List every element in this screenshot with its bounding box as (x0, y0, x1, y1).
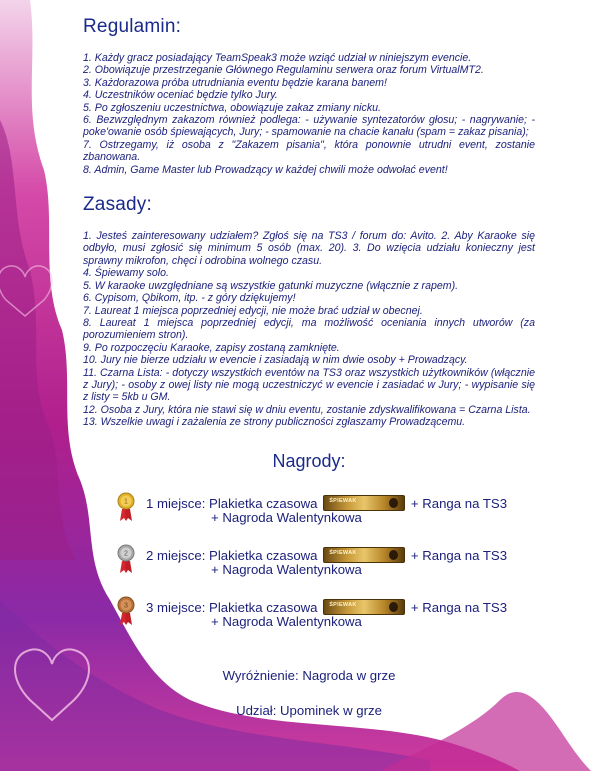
udzial-text: Udział: Upominek w grze (236, 702, 382, 718)
prize-line (146, 547, 507, 563)
time-badge-image (323, 547, 405, 563)
microphone-icon (389, 602, 398, 612)
medal-number: 3 (124, 602, 128, 610)
zasady-item: 11. Czarna Lista: - dotyczy wszystkich eventów na TS3 oraz wszystkich użytkowników (włącznie z Jury); - osoby z owej listy nie mogą uczestniczyć w evencie i zasiadać w Jury; - wypisanie się z listy = 5kb u GM. (83, 366, 535, 404)
prize-line (146, 495, 507, 511)
regulamin-item: 4. Uczestników oceniać będzie tylko Jury. (83, 89, 278, 102)
prize-rank: + Ranga na TS3 (410, 599, 508, 615)
zasady-list (83, 230, 535, 429)
regulamin-item: 1. Każdy gracz posiadający TeamSpeak3 może wziąć udział w niniejszym evencie. (83, 52, 472, 64)
regulamin-item: 8. Admin, Game Master lub Prowadzący w każdej chwili może odwołać event! (83, 163, 448, 176)
zasady-item: 6. Cypisom, Qbikom, itp. - z góry dziękujemy! (83, 292, 296, 305)
time-badge-image (323, 599, 405, 615)
nagrody-title: Nagrody: (272, 450, 346, 471)
prize-rank: + Ranga na TS3 (410, 495, 508, 511)
prize-extra: + Nagroda Walentynkowa (211, 509, 362, 525)
time-badge-image (323, 495, 405, 511)
gold-medal-icon (117, 492, 135, 522)
regulamin-item: 3. Każdorazowa próba utrudniania eventu będzie karana banem! (83, 76, 387, 89)
regulamin-item: 5. Po zgłoszeniu uczestnictwa, obowiązuje zakaz zmiany nicku. (83, 101, 381, 114)
medal-number: 1 (124, 498, 128, 506)
prize-extra: + Nagroda Walentynkowa (211, 613, 362, 629)
regulamin-item: 7. Ostrzegamy, iż osoba z "Zakazem pisania", która ponownie utrudni event, zostanie zbanowana. (83, 138, 535, 164)
zasady-item: 4. Śpiewamy solo. (83, 267, 169, 280)
prize-line (146, 599, 507, 615)
microphone-icon (389, 550, 398, 560)
badge-label: ŚPIEWAK (329, 601, 357, 608)
zasady-item: 7. Laureat 1 miejsca poprzedniej edycji, nie może brać udział w obecnej. (83, 304, 423, 317)
prize-label: 3 miejsce: Plakietka czasowa (146, 599, 318, 615)
prize-row-3 (83, 596, 535, 648)
wyroznienie-text: Wyróżnienie: Nagroda w grze (222, 667, 396, 683)
zasady-item: 9. Po rozpoczęciu Karaoke, zapisy zostaną zamknięte. (83, 341, 340, 354)
regulamin-item: 2. Obowiązuje przestrzeganie Głównego Regulaminu serwera oraz forum VirtualMT2. (83, 64, 484, 77)
prize-row-1 (83, 492, 535, 544)
prize-label: 2 miejsce: Plakietka czasowa (146, 547, 318, 563)
prize-extra: + Nagroda Walentynkowa (211, 561, 362, 577)
badge-label: ŚPIEWAK (329, 549, 357, 556)
silver-medal-icon (117, 544, 135, 574)
badge-label: ŚPIEWAK (329, 497, 357, 504)
regulamin-item: 6. Bezwzględnym zakazom również podlega: - używanie syntezatorów głosu; - nagrywanie; - poke'owanie osób śpiewających, Jury; - spamowanie na chacie kanału (spam = zakaz pisania); (83, 114, 535, 139)
zasady-item: 1. Jesteś zainteresowany udziałem? Zgłoś się na TS3 / forum do: Avito. 2. Aby Karaoke się odbyło, musi zgłosić się minimum 5 osób (max. 20). 3. Do wzięcia udziału konieczny jest sprawny mikrofon, chęci i odrobina wolnego czasu. (83, 230, 535, 267)
zasady-item: 12. Osoba z Jury, która nie stawi się w dniu eventu, zostanie zdyskwalifikowana = Czarna Lista. (83, 403, 531, 416)
zasady-item: 13. Wszelkie uwagi i zażalenia ze strony publiczności zgłaszamy Prowadzącemu. (83, 416, 466, 429)
document-content (83, 16, 535, 718)
bronze-medal-icon (117, 596, 135, 626)
zasady-item: 5. W karaoke uwzględniane są wszystkie gatunki muzyczne (włącznie z rapem). (83, 279, 459, 292)
prize-row-2 (83, 544, 535, 596)
regulamin-list (83, 52, 535, 176)
prize-label: 1 miejsce: Plakietka czasowa (146, 495, 318, 511)
zasady-title: Zasady: (83, 194, 152, 216)
zasady-item: 8. Laureat 1 miejsca poprzedniej edycji, ma możliwość oceniania innych utworów (za porozumieniem stron). (83, 316, 535, 342)
medal-number: 2 (124, 550, 128, 558)
microphone-icon (389, 498, 398, 508)
zasady-item: 10. Jury nie bierze udziału w evencie i zasiadają w nim dwie osoby + Prowadzący. (83, 354, 468, 367)
prize-rank: + Ranga na TS3 (410, 547, 508, 563)
regulamin-title: Regulamin: (83, 16, 182, 37)
